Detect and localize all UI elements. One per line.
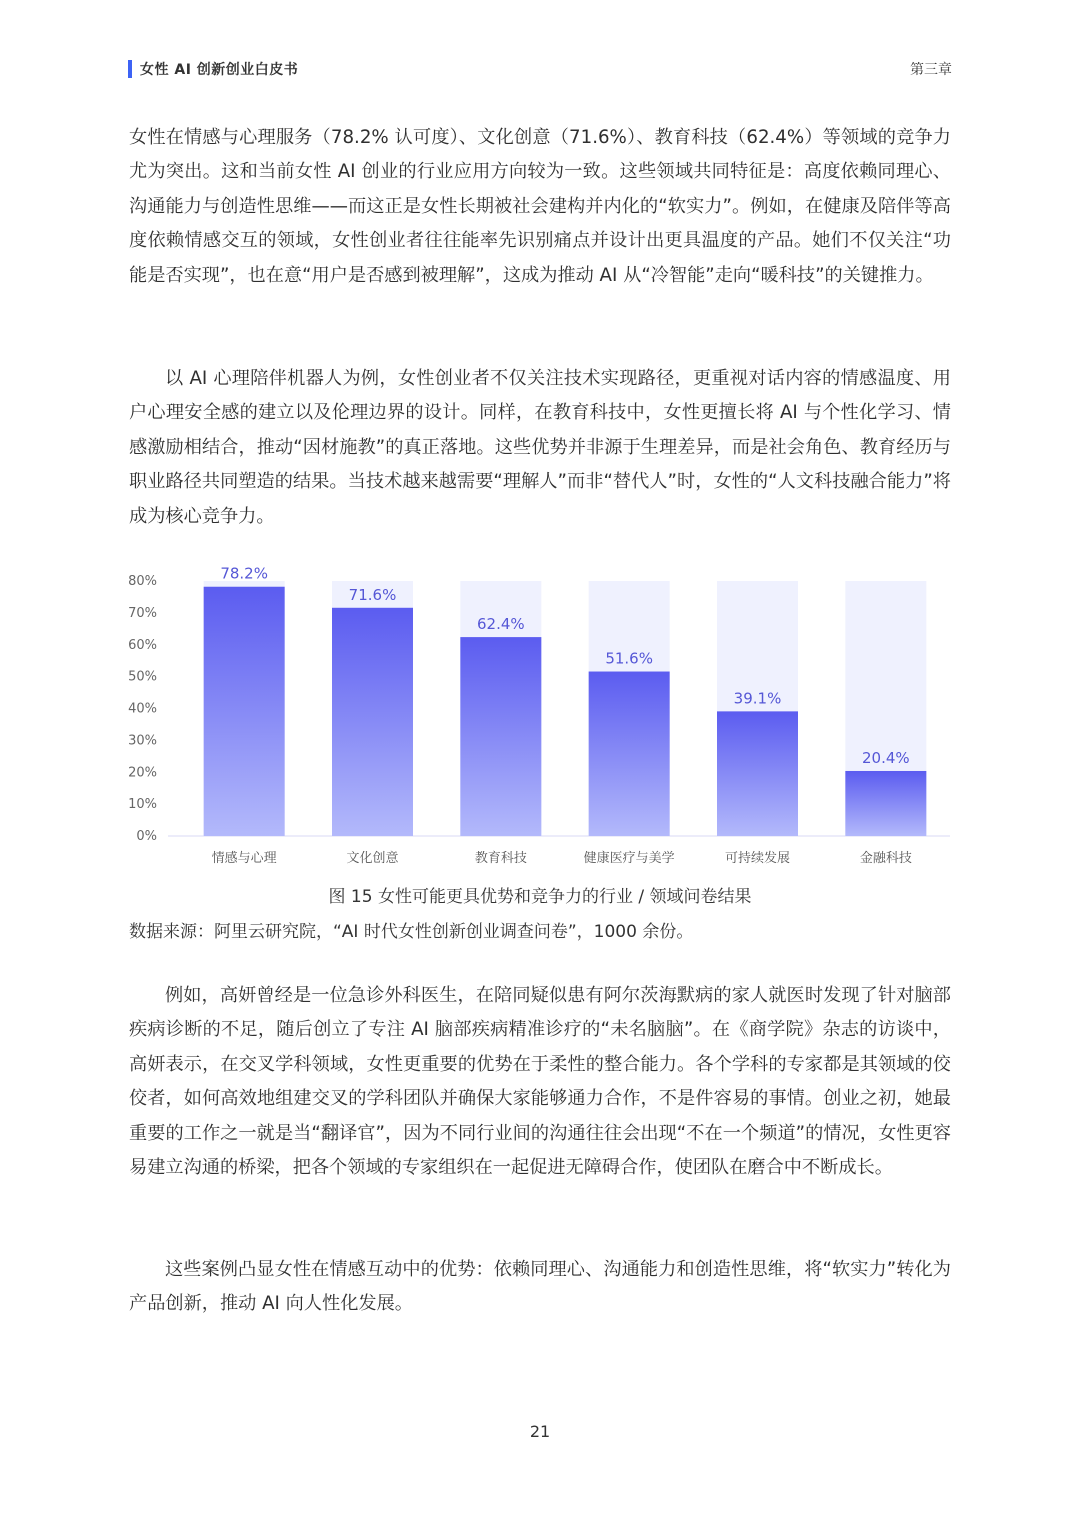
header-chapter: 第三章 xyxy=(910,62,952,78)
y-tick-label: 70% xyxy=(128,605,157,621)
page-header xyxy=(128,58,952,82)
y-tick-label: 50% xyxy=(128,669,157,685)
figure-source: 数据来源：阿里云研究院，“AI 时代女性创新创业调查问卷”，1000 余份。 xyxy=(129,922,694,942)
bar-data-label: 71.6% xyxy=(348,585,397,604)
x-category-label: 可持续发展 xyxy=(724,851,791,866)
x-category-label: 教育科技 xyxy=(474,851,527,866)
bar xyxy=(589,672,670,836)
bar xyxy=(460,637,541,836)
bar-data-label: 78.2% xyxy=(220,564,268,583)
x-category-label: 健康医疗与美学 xyxy=(583,851,675,866)
y-tick-label: 60% xyxy=(128,637,157,653)
x-category-label: 情感与心理 xyxy=(211,851,277,866)
figure-caption: 图 15 女性可能更具优势和竞争力的行业 / 领域问卷结果 xyxy=(328,887,752,907)
bar-data-label: 39.1% xyxy=(733,689,782,708)
bar-data-label: 51.6% xyxy=(605,649,653,668)
bar xyxy=(845,771,926,836)
header-title: 女性 AI 创新创业白皮书 xyxy=(140,62,299,78)
header-accent-bar xyxy=(128,60,132,78)
bar-data-label: 20.4% xyxy=(862,748,910,767)
y-tick-label: 40% xyxy=(128,701,157,717)
paragraph-4: 这些案例凸显女性在情感互动中的优势：依赖同理心、沟通能力和创造性思维，将“软实力”转化为产品创新，推动 AI 向人性化发展。 xyxy=(129,1259,951,1315)
paragraph-3: 例如，高妍曾经是一位急诊外科医生，在陪同疑似患有阿尔茨海默病的家人就医时发现了针对脑部疾病诊断的不足，随后创立了专注 AI 脑部疾病精准诊疗的“未名脑脑”。在《商学院》杂志的访谈中，高妍表示，在交叉学科领域，女性更重要的优势在于柔性的整合能力。各个学科的专家都是其领域的佼佼者，如何高效地组建交叉的学科团队并确保大家能够通力合作，不是件容易的事情。创业之初，她最重要的工作之一就是当“翻译官”，因为不同行业间的沟通往往会出现“不在一个频道”的情况，女性更容易建立沟通的桥梁，把各个领域的专家组织在一起促进无障碍合作，使团队在磨合中不断成长。 xyxy=(129,985,951,1179)
x-category-label: 金融科技 xyxy=(859,851,912,866)
bar-data-label: 62.4% xyxy=(477,615,525,634)
y-tick-label: 10% xyxy=(128,797,157,813)
page-number: 21 xyxy=(529,1422,551,1441)
bar xyxy=(332,608,413,836)
bar xyxy=(204,587,285,836)
industry-bar-chart xyxy=(120,556,960,876)
y-tick-label: 20% xyxy=(128,765,157,781)
y-tick-label: 30% xyxy=(128,733,157,749)
x-category-label: 文化创意 xyxy=(346,851,399,866)
y-tick-label: 80% xyxy=(128,574,157,589)
bar xyxy=(717,711,798,836)
paragraph-1: 女性在情感与心理服务（78.2% 认可度）、文化创意（71.6%）、教育科技（62.4%）等领域的竞争力尤为突出。这和当前女性 AI 创业的行业应用方向较为一致。这些领域共同特征是：高度依赖同理心、沟通能力与创造性思维——而这正是女性长期被社会建构并内化的“软实力”。例如，在健康及陪伴等高度依赖情感交互的领域，女性创业者往往能率先识别痛点并设计出更具温度的产品。她们不仅关注“功能是否实现”，也在意“用户是否感到被理解”，这成为推动 AI 从“冷智能”走向“暖科技”的关键推力。 xyxy=(129,127,951,286)
y-tick-label: 0% xyxy=(136,829,157,844)
paragraph-2: 以 AI 心理陪伴机器人为例，女性创业者不仅关注技术实现路径，更重视对话内容的情感温度、用户心理安全感的建立以及伦理边界的设计。同样，在教育科技中，女性更擅长将 AI 与个性化学习、情感激励相结合，推动“因材施教”的真正落地。这些优势并非源于生理差异，而是社会角色、教育经历与职业路径共同塑造的结果。当技术越来越需要“理解人”而非“替代人”时，女性的“人文科技融合能力”将成为核心竞争力。 xyxy=(129,368,951,527)
